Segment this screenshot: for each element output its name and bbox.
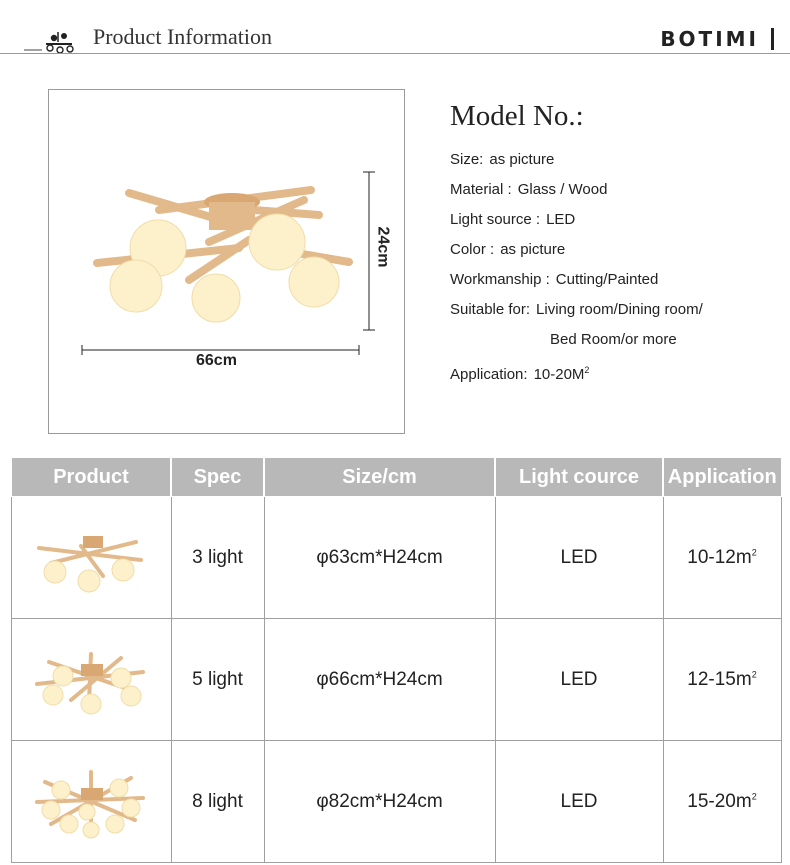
light-cell: LED bbox=[495, 497, 663, 619]
info-label: Suitable for: bbox=[450, 301, 531, 318]
info-label: Material : bbox=[450, 181, 512, 198]
info-value: Cutting/Painted bbox=[555, 271, 659, 288]
lamp-3-light-image bbox=[31, 518, 151, 598]
info-label: Color : bbox=[450, 241, 495, 258]
product-thumbnail bbox=[11, 741, 171, 863]
superscript: 2 bbox=[751, 669, 757, 680]
header-divider bbox=[0, 53, 790, 54]
info-value: as picture bbox=[500, 241, 566, 258]
height-dimension-label: 24cm bbox=[374, 226, 392, 268]
spec-info-panel bbox=[450, 100, 780, 385]
model-number-label: Model No.: bbox=[450, 100, 584, 132]
info-row-size bbox=[450, 145, 780, 175]
width-dimension-label: 66cm bbox=[196, 352, 237, 369]
info-row-workmanship bbox=[450, 265, 780, 295]
application-cell bbox=[663, 497, 781, 619]
application-value: 10-12m bbox=[687, 546, 752, 568]
table-header-row bbox=[11, 458, 781, 497]
brand-logo: BOTIMI bbox=[660, 28, 774, 50]
header-size: Size/cm bbox=[264, 458, 495, 497]
lamp-illustration bbox=[49, 90, 406, 435]
application-cell bbox=[663, 619, 781, 741]
info-row-light-source bbox=[450, 205, 780, 235]
page-header bbox=[0, 0, 790, 60]
lamp-5-light-image bbox=[31, 640, 151, 720]
page-title: Product Information bbox=[93, 24, 273, 49]
info-value: as picture bbox=[489, 151, 555, 168]
header-spec: Spec bbox=[171, 458, 264, 497]
product-photo bbox=[48, 89, 405, 434]
size-cell: φ66cm*H24cm bbox=[264, 619, 495, 741]
superscript: 2 bbox=[751, 547, 757, 558]
size-cell: φ63cm*H24cm bbox=[264, 497, 495, 619]
light-cell: LED bbox=[495, 741, 663, 863]
spec-cell: 5 light bbox=[171, 619, 264, 741]
info-value: 10-20M bbox=[533, 366, 585, 383]
light-cell: LED bbox=[495, 619, 663, 741]
header-application: Application bbox=[663, 458, 781, 497]
size-cell: φ82cm*H24cm bbox=[264, 741, 495, 863]
superscript: 2 bbox=[751, 791, 757, 802]
application-value: 15-20m bbox=[687, 790, 752, 812]
info-label: Size: bbox=[450, 151, 484, 168]
info-row-suitable-for bbox=[450, 295, 780, 325]
spec-cell: 8 light bbox=[171, 741, 264, 863]
info-label: Workmanship : bbox=[450, 271, 550, 288]
info-row-color bbox=[450, 235, 780, 265]
lamp-8-light-image bbox=[31, 762, 151, 842]
product-thumbnail bbox=[11, 497, 171, 619]
superscript: 2 bbox=[584, 365, 590, 375]
spec-table bbox=[10, 457, 782, 863]
info-row-suitable-for-cont bbox=[450, 325, 780, 355]
info-row-material bbox=[450, 175, 780, 205]
info-value: LED bbox=[546, 211, 576, 228]
header-light-source: Light cource bbox=[495, 458, 663, 497]
product-thumbnail bbox=[11, 619, 171, 741]
info-label: Application: bbox=[450, 366, 528, 383]
info-label: Light source : bbox=[450, 211, 541, 228]
spec-cell: 3 light bbox=[171, 497, 264, 619]
info-row-application bbox=[450, 355, 780, 385]
table-row bbox=[11, 619, 781, 741]
table-row bbox=[11, 741, 781, 863]
info-value: Living room/Dining room/ bbox=[536, 301, 703, 318]
info-value: Bed Room/or more bbox=[550, 331, 677, 348]
header-product: Product bbox=[11, 458, 171, 497]
table-row bbox=[11, 497, 781, 619]
chandelier-logo-icon bbox=[24, 28, 80, 56]
info-value: Glass / Wood bbox=[517, 181, 608, 198]
application-value: 12-15m bbox=[687, 668, 752, 690]
application-cell bbox=[663, 741, 781, 863]
